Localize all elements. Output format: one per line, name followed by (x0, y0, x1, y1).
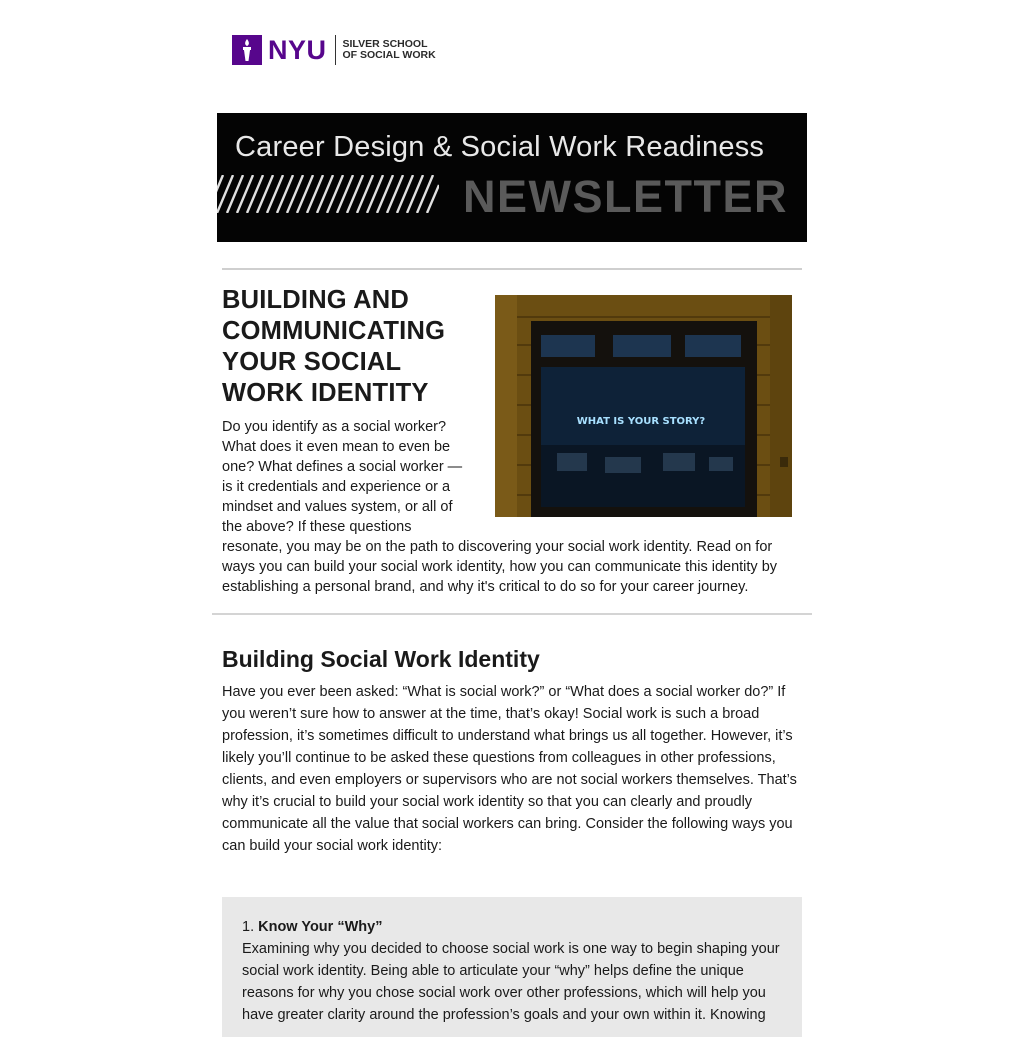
newsletter-banner (217, 113, 807, 242)
school-name-line1: SILVER SCHOOL (342, 38, 428, 50)
nyu-wordmark: NYU (268, 35, 327, 65)
section-body: Have you ever been asked: “What is social work?” or “What does a social worker do?” If you weren’t sure how to answer at the time, that’s okay! Social work is such a broad profession, it’s sometimes difficult to understand what brings us all together. However, it’s likely you’ll continue to be asked these questions from colleagues in other professions, clients, and even employers or supervisors who are not social workers themselves. That’s why it’s crucial to build your social work identity so that you can clearly and proudly communicate all the value that social workers can bring. Consider the following ways you can build your social work identity: (222, 684, 797, 854)
intro-body: Do you identify as a social worker? What does it even mean to even be one? What defines a social worker — is it credentials and experience or a mindset and values system, or all of the above? If these questions resonate, you may be on the path to discovering your social work identity. Read on for ways you can build your social work identity, how you can communicate this identity by establishing a personal brand, and why it's critical to do so for your career journey. (222, 419, 778, 595)
divider (222, 268, 802, 270)
nyu-torch-icon (232, 35, 262, 65)
school-name-line2: OF SOCIAL WORK (342, 49, 436, 61)
tip-heading (242, 916, 787, 938)
school-name (343, 39, 436, 61)
tip-body: Examining why you decided to choose social work is one way to begin shaping your social work identity. Being able to articulate your “why” helps define the unique reasons for why you chose social work over other professions, which will help you have greater clarity around the profession’s goals and your own within it. Knowing (242, 941, 780, 1023)
nyu-silver-logo[interactable] (232, 34, 436, 66)
logo-divider (335, 35, 336, 65)
tip-number: 1. (242, 919, 255, 935)
tip-callout (222, 897, 802, 1037)
neon-sign-text: WHAT IS YOUR STORY? (576, 416, 706, 427)
story-window-photo[interactable] (495, 295, 792, 517)
banner-title: Career Design & Social Work Readiness (235, 131, 765, 163)
section-divider (212, 613, 812, 615)
banner-stripes-graphic (217, 175, 439, 213)
tip-title: Know Your “Why” (258, 919, 383, 935)
section-title: Building Social Work Identity (222, 646, 540, 672)
intro-article (222, 285, 797, 597)
article-headline: BUILDING AND COMMUNICATING YOUR SOCIAL WORK IDENTITY (222, 286, 446, 407)
banner-newsletter-word: NEWSLETTER (463, 171, 788, 222)
